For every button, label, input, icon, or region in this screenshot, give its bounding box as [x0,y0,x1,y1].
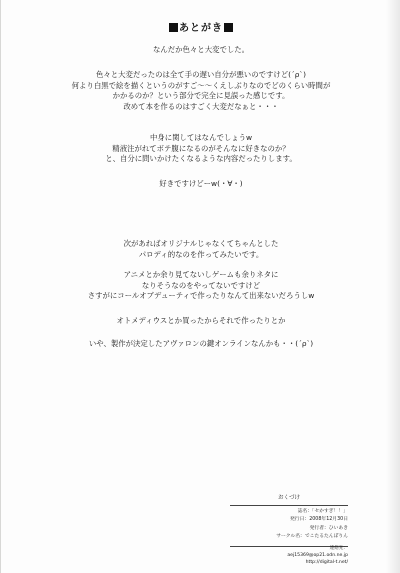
text-line: かかるのか？という部分で完全に見誤った感じです。 [112,91,290,100]
contact-label: 連絡先： [329,546,348,551]
contact-info [230,547,348,569]
contact-url: http://digital-t.net/ [305,560,348,566]
colophon-publisher: 発行者：ひいあき [309,525,348,531]
title-text: あとがき [179,23,223,34]
text-line: 中身に関してはなんでしょうw [149,133,253,142]
colophon-heading: おくづけ [277,495,300,501]
contact-email: aej15369@op21.odn.ne.jp [287,553,348,559]
text-line: 精液注がれてボテ腹になるのがそんなに好きなのか？ [112,143,290,153]
paragraph-8 [1,340,400,351]
paragraph-5 [1,240,400,261]
text-line: 好きですけどーw(・∀・) [159,179,243,188]
text-line: さすがにコールオブデューティで作ったりなんて出来ないだろうしw [87,291,315,300]
paragraph-2 [1,71,400,113]
text-line: 改めて本を作るのはすごく大変だなぁと・・・ [123,101,279,111]
text-line: 何より白黒で絵を描くというのがすご～～くえしぶりなのでどのくらい時間が [71,80,331,90]
colophon-box [230,505,348,547]
text-line: オトメディウスとか買ったからそれで作ったりとか [116,316,286,325]
text-line: アニメとか余り見てないしゲームも余りネタに [123,270,279,279]
text-line: なんだか色々と大変でした。 [152,45,250,54]
text-line: 色々と大変だったのは全て手の遅い自分が悪いのですけど(´ρ`) [95,70,306,79]
text-line: 次があればオリジナルじゃなくてちゃんとした [123,239,279,248]
black-square-icon [169,23,178,32]
paragraph-4 [1,180,400,191]
text-line: パロディ的なのを作ってみたいです。 [138,249,264,259]
paragraph-6 [1,271,400,303]
colophon-date: 発行日：2008年12月30日 [290,517,348,523]
page-title [1,19,400,34]
text-line: いや、製作が決定したアヴァロンの鍵オンラインなんかも・・(´ρ`) [88,339,314,348]
paragraph-1 [1,46,400,57]
paragraph-3 [1,134,400,166]
black-square-icon [224,23,233,32]
paragraph-7 [1,317,400,328]
colophon-circle: サークル名：でこたるたんぽりん [276,533,348,539]
colophon-title: 誌名：「セかすぎ！！」 [297,509,348,514]
text-line: と、自分に問いかけたくなるような内容だったりします。 [105,154,297,163]
text-line: なりそうなのをやってないですけど [141,280,261,290]
